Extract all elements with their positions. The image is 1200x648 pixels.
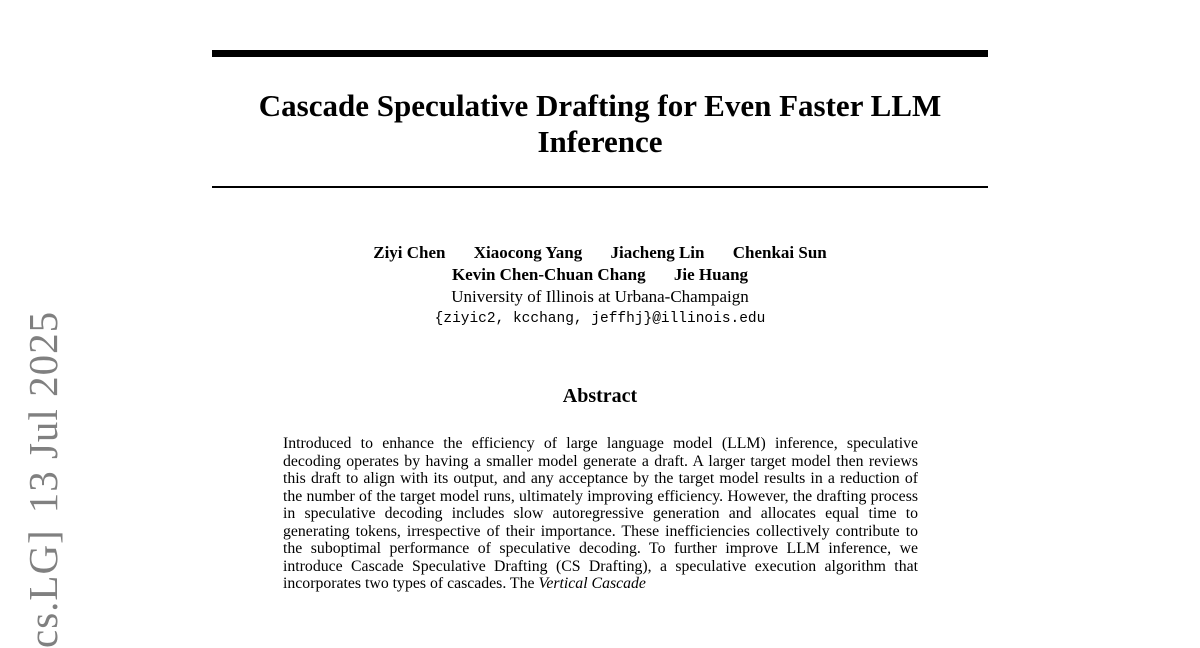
author-name: Xiaocong Yang bbox=[473, 243, 583, 262]
title-top-rule bbox=[212, 50, 988, 57]
author-row-1 bbox=[212, 242, 988, 264]
paper-title: Cascade Speculative Drafting for Even Faster LLM Inference bbox=[258, 88, 942, 159]
title-bottom-rule bbox=[212, 186, 988, 188]
arxiv-side-stamp bbox=[18, 311, 68, 648]
abstract-italic-term: Vertical Cascade bbox=[538, 575, 646, 592]
author-name: Jie Huang bbox=[673, 265, 749, 284]
author-affiliation: University of Illinois at Urbana-Champaign bbox=[451, 287, 749, 306]
author-block bbox=[212, 242, 988, 330]
abstract-body bbox=[283, 435, 918, 593]
abstract-text: Introduced to enhance the efficiency of large language model (LLM) inference, speculative decoding operates by having a smaller model generate a draft. A larger target model then reviews this draft to align with its output, and any acceptance by the target model results in a reduction of the number of the target model runs, ultimately improving efficiency. However, the drafting process in speculative decoding includes slow autoregressive generation and allocates equal time to generating tokens, irrespective of their importance. These inefficiencies collectively contribute to the suboptimal performance of speculative decoding. To further improve LLM inference, we introduce Cascade Speculative Drafting (CS Drafting), a speculative execution algorithm that incorporates two types of cascades. The bbox=[283, 435, 918, 592]
author-row-2 bbox=[212, 264, 988, 286]
author-name: Jiacheng Lin bbox=[610, 243, 705, 262]
author-name: Kevin Chen-Chuan Chang bbox=[451, 265, 646, 284]
arxiv-category: cs.LG] bbox=[20, 529, 66, 648]
author-emails: {ziyic2, kcchang, jeffhj}@illinois.edu bbox=[434, 311, 766, 327]
author-name: Ziyi Chen bbox=[373, 243, 446, 262]
arxiv-date: 13 Jul 2025 bbox=[20, 310, 66, 514]
abstract-heading: Abstract bbox=[562, 385, 638, 407]
author-name: Chenkai Sun bbox=[732, 243, 827, 262]
